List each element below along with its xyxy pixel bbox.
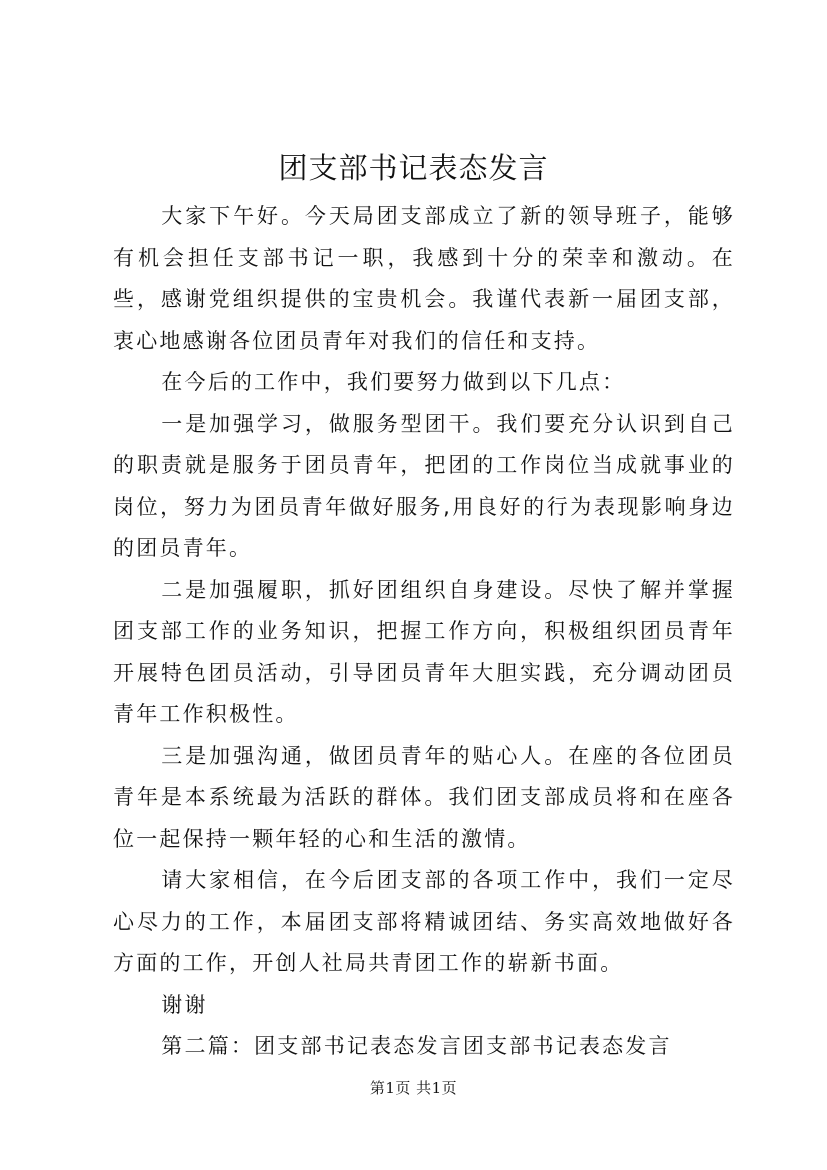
paragraph-point-one: 一是加强学习，做服务型团干。我们要充分认识到自己的职责就是服务于团员青年，把团的工作岗位当成就事业的岗位，努力为团员青年做好服务,用良好的行为表现影响身边的团员青年。 [113,411,735,560]
paragraph-point-two: 二是加强履职，抓好团组织自身建设。尽快了解并掌握团支部工作的业务知识，把握工作方向，积极组织团员青年开展特色团员活动，引导团员青年大胆实践，充分调动团员青年工作积极性。 [113,577,735,726]
paragraph-closing: 请大家相信，在今后团支部的各项工作中，我们一定尽心尽力的工作，本届团支部将精诚团结、务实高效地做好各方面的工作，开创人社局共青团工作的崭新书面。 [113,868,735,975]
paragraph-intro-points: 在今后的工作中，我们要努力做到以下几点： [161,370,626,394]
document-body [113,196,735,1068]
paragraph-thanks: 谢谢 [161,992,208,1017]
paragraph-point-three: 三是加强沟通，做团员青年的贴心人。在座的各位团员青年是本系统最为活跃的群体。我们团支部成员将和在座各位一起保持一颗年轻的心和生活的激情。 [113,743,735,851]
paragraph-second-article-heading: 第二篇：团支部书记表态发言团支部书记表态发言 [161,1034,672,1058]
document-title: 团支部书记表态发言 [278,151,549,185]
paragraph-greeting: 大家下午好。今天局团支部成立了新的领导班子，能够有机会担任支部书记一职，我感到十分的荣幸和激动。在些，感谢党组织提供的宝贵机会。我谨代表新一届团支部，衷心地感谢各位团员青年对我们的信任和支持。 [113,204,735,353]
page-footer: 第1页 共1页 [369,1079,458,1097]
